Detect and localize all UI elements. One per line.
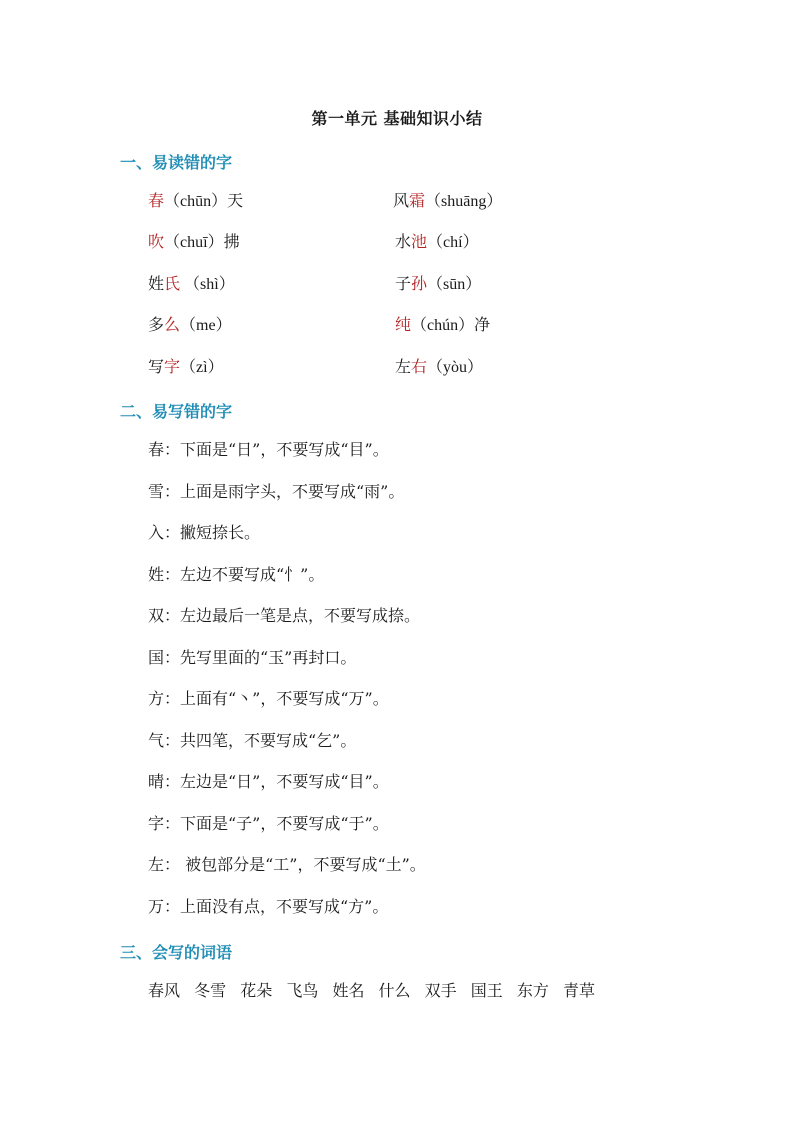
word-item: 飞鸟 [286, 981, 319, 1000]
word-item: 什么 [378, 981, 411, 1000]
easy-write-item: 方：上面有“丶”，不要写成“万”。 [148, 689, 389, 708]
word-item: 青草 [562, 981, 595, 1000]
section-heading-easy-read: 一、易读错的字 [120, 153, 233, 172]
easy-read-item: 春（chūn）天 [148, 191, 244, 210]
easy-write-item: 姓：左边不要写成“忄”。 [148, 565, 325, 584]
easy-write-item: 万：上面没有点，不要写成“方”。 [148, 897, 389, 916]
section-heading-words: 三、会写的词语 [120, 943, 233, 962]
easy-write-item: 入：撇短捺长。 [148, 523, 261, 542]
easy-read-item: 风霜（shuāng） [393, 191, 503, 210]
word-item: 花朵 [240, 981, 273, 1000]
easy-write-item: 左： 被包部分是“工”，不要写成“土”。 [148, 855, 426, 874]
easy-read-item: 水池（chí） [395, 232, 479, 251]
easy-read-item: 多么（me） [148, 315, 232, 334]
section-heading-easy-write: 二、易写错的字 [120, 402, 233, 421]
easy-write-item: 春：下面是“日”，不要写成“目”。 [148, 440, 389, 459]
easy-write-item: 气：共四笔，不要写成“乞”。 [148, 731, 357, 750]
easy-write-item: 雪：上面是雨字头，不要写成“雨”。 [148, 482, 405, 501]
easy-read-item: 吹（chuī）拂 [148, 232, 240, 251]
easy-write-item: 双：左边最后一笔是点，不要写成捺。 [148, 606, 421, 625]
easy-read-item: 子孙（sūn） [395, 274, 482, 293]
easy-write-item: 国：先写里面的“玉”再封口。 [148, 648, 357, 667]
easy-write-item: 字：下面是“子”，不要写成“于”。 [148, 814, 389, 833]
easy-read-item: 写字（zì） [148, 357, 224, 376]
word-item: 春风 [148, 981, 181, 1000]
word-item: 双手 [424, 981, 457, 1000]
word-item: 冬雪 [194, 981, 227, 1000]
page-title: 第一单元 基础知识小结 [311, 109, 483, 128]
word-item: 姓名 [332, 981, 365, 1000]
easy-read-item: 纯（chún）净 [395, 315, 491, 334]
word-item: 东方 [516, 981, 549, 1000]
word-list [148, 981, 604, 1001]
easy-read-item: 左右（yòu） [395, 357, 484, 376]
word-item: 国王 [470, 981, 503, 1000]
easy-read-item: 姓氏 （shì） [148, 274, 235, 293]
easy-write-item: 晴：左边是“日”，不要写成“目”。 [148, 772, 389, 791]
